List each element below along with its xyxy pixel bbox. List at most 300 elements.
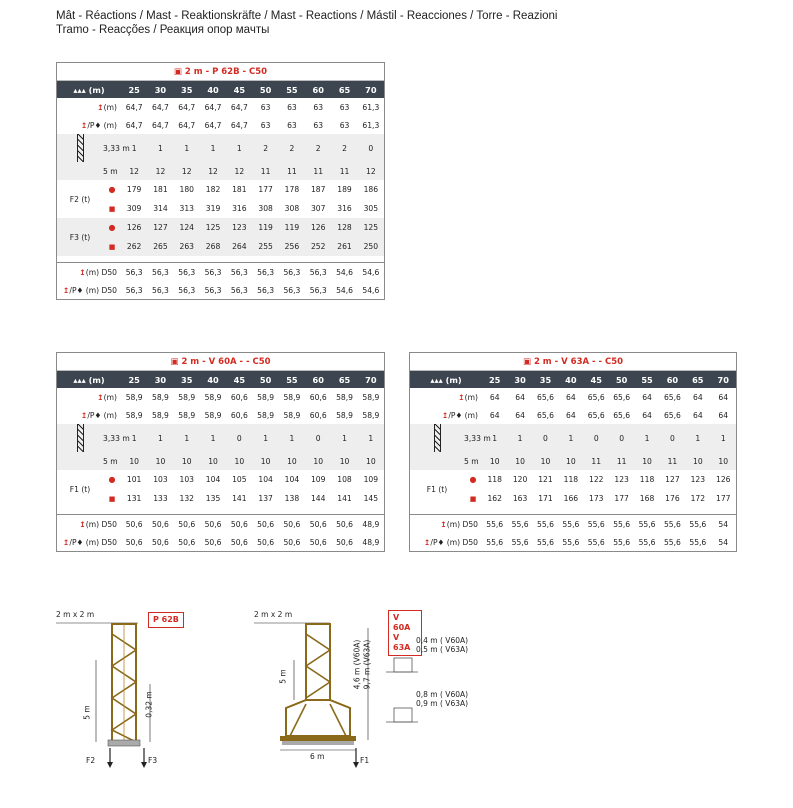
dim-97-label: 9,7 m (V63A): [362, 639, 372, 690]
table-cell: 60,6: [230, 392, 248, 402]
table-cell: 126: [716, 475, 731, 484]
table-cell: 128: [331, 218, 357, 237]
table-cell: 121: [538, 475, 553, 484]
table-cell: 101: [126, 475, 142, 484]
table-cell: 55,6: [537, 519, 554, 529]
table-cell: 50,6: [283, 519, 301, 529]
table-cell: 177: [716, 494, 731, 503]
table-cell: 50,6: [309, 519, 327, 529]
d50-label: (m) D50: [85, 519, 117, 529]
table-cell: 118: [487, 475, 502, 484]
table-cell: 65,6: [537, 410, 554, 420]
table-cell: 54,6: [336, 267, 353, 277]
table-cell: 103: [153, 475, 168, 484]
table-cell: 2: [305, 134, 331, 162]
dim-5m-label: 5 m: [82, 705, 92, 720]
table-cell: 64,7: [151, 102, 169, 112]
column-header: 35: [174, 81, 200, 99]
table-cell: 2: [279, 134, 305, 162]
table-cell: 131: [126, 494, 142, 503]
dim-d2b: 0,9 m ( V63A): [416, 699, 469, 708]
table-cell: 1: [200, 134, 226, 162]
table-cell: 58,9: [362, 410, 380, 420]
table-cell: 10: [174, 452, 200, 470]
row-label: /P♦ (m): [448, 410, 478, 420]
table-cell: 11: [279, 162, 305, 180]
table-cell: 55,6: [663, 537, 681, 547]
table-cell: 0: [584, 424, 609, 452]
column-header: 65: [685, 371, 710, 389]
table-cell: 11: [660, 452, 685, 470]
crane-icon: ▣: [170, 356, 179, 367]
page-header: [56, 9, 558, 37]
table-cell: 50,6: [151, 537, 169, 547]
table-cell: 61,3: [362, 120, 380, 130]
table-cell: 172: [690, 494, 706, 503]
table-cell: 54: [718, 537, 729, 547]
mast-p62b-drawing: [50, 600, 230, 780]
table-cell: 168: [639, 494, 655, 503]
ruler-icon: ▴▴▴: [73, 374, 86, 385]
column-header: 45: [584, 371, 609, 389]
column-header: 55: [634, 371, 659, 389]
table-cell: 64,7: [125, 120, 143, 130]
table-cell: 63: [313, 102, 324, 112]
table-cell: 10: [685, 452, 710, 470]
table-cell: 0: [609, 424, 634, 452]
table-cell: 120: [512, 475, 528, 484]
table-cell: 58,9: [283, 392, 301, 402]
hook-height-icon: ↥: [80, 410, 88, 420]
table-cell: 50,6: [257, 537, 275, 547]
hook-height-icon: ↥: [63, 285, 70, 295]
mast-section-icon: [77, 424, 84, 452]
table-cell: 63: [313, 120, 324, 130]
dim-5m-label: 5 m: [278, 669, 288, 684]
group-label: F1 (t): [426, 484, 448, 494]
table-cell: 10: [279, 452, 305, 470]
column-header: 65: [331, 81, 357, 99]
column-header: 50: [252, 81, 278, 99]
table-cell: 10: [507, 452, 532, 470]
table-cell: 1: [558, 424, 583, 452]
table-cell: 65,6: [663, 410, 681, 420]
table-cell: 64: [566, 410, 576, 420]
table-cell: 308: [258, 204, 273, 213]
column-header: 70: [358, 371, 384, 389]
table-cell: 50,6: [230, 537, 248, 547]
table-cell: 64: [718, 410, 729, 420]
column-header: 35: [533, 371, 558, 389]
tag-v63a: V 63A: [393, 633, 411, 652]
table-cell: 103: [179, 475, 194, 484]
table-cell: 178: [284, 185, 300, 194]
table-cell: 263: [174, 237, 200, 256]
hook-height-icon: ↥: [440, 519, 447, 529]
table-cell: 64: [692, 392, 703, 402]
hook-height-icon: ↥: [97, 102, 104, 112]
table-cell: 56,3: [125, 267, 143, 277]
table-cell: 65,6: [537, 392, 554, 402]
table-cell: 262: [121, 237, 147, 256]
table-cell: 166: [563, 494, 579, 503]
d50-label: /P♦ (m) D50: [430, 537, 478, 547]
table-cell: 132: [179, 494, 194, 503]
table-cell: 63: [287, 120, 297, 130]
table-cell: 1: [174, 424, 200, 452]
table-cell: 177: [258, 185, 273, 194]
column-header: 50: [609, 371, 634, 389]
table-cell: 11: [609, 452, 634, 470]
dim-2x2-label: 2 m x 2 m: [254, 610, 293, 619]
table-cell: 123: [690, 475, 706, 484]
table-cell: 104: [205, 475, 221, 484]
row-label: 5 m: [103, 166, 118, 176]
table-cell: 11: [331, 162, 357, 180]
table-cell: 65,6: [613, 392, 631, 402]
dim-d2a: 0,8 m ( V60A): [416, 690, 469, 699]
table-cell: 64: [692, 410, 703, 420]
table-cell: 64,7: [151, 120, 169, 130]
hook-height-icon: ↥: [441, 410, 449, 420]
table-cell: 56,3: [309, 267, 327, 277]
table-cell: 256: [279, 237, 305, 256]
table-cell: 1: [147, 134, 173, 162]
table-cell: 12: [174, 162, 200, 180]
table-cell: 10: [634, 452, 659, 470]
dot-icon: ●: [108, 475, 116, 484]
figure-v60a-v63a: [250, 600, 480, 780]
group-label: F3 (t): [57, 218, 103, 256]
table-cell: 179: [126, 185, 142, 194]
table-cell: 58,9: [178, 410, 196, 420]
table-cell: 10: [331, 452, 357, 470]
table-cell: 58,9: [125, 392, 143, 402]
table-cell: 314: [153, 204, 168, 213]
table-cell: 60,6: [309, 410, 327, 420]
table-cell: 10: [358, 452, 384, 470]
table-cell: 10: [121, 452, 147, 470]
table-cell: 10: [226, 452, 252, 470]
table-cell: 58,9: [362, 392, 380, 402]
table-cell: 12: [358, 162, 384, 180]
table-cell: 56,3: [230, 285, 248, 295]
reaction-table: [57, 353, 384, 508]
table-cell: 48,9: [362, 519, 380, 529]
table-cell: 104: [258, 475, 273, 484]
table-cell: 119: [279, 218, 305, 237]
table-cell: 108: [337, 475, 352, 484]
table-cell: 313: [179, 204, 194, 213]
table-cell: 319: [205, 204, 221, 213]
table-cell: 50,6: [178, 519, 196, 529]
dot-icon: ●: [108, 185, 116, 194]
table-cell: 11: [584, 452, 609, 470]
column-header: 45: [226, 81, 252, 99]
table-cell: 65,6: [587, 410, 605, 420]
row-label: 3,33 m: [103, 143, 130, 153]
table-cell: 64,7: [204, 102, 222, 112]
table-cell: 252: [305, 237, 331, 256]
table-cell: 10: [305, 452, 331, 470]
table-cell: 55,6: [689, 519, 707, 529]
reaction-table-v60a: [56, 352, 385, 552]
table-cell: 60,6: [230, 410, 248, 420]
row-label: (m): [464, 392, 478, 402]
table-cell: 50,6: [336, 537, 353, 547]
table-cell: 63: [339, 120, 350, 130]
column-header: 60: [305, 81, 331, 99]
table-cell: 56,3: [151, 267, 169, 277]
column-header: 55: [279, 371, 305, 389]
dot-icon: ●: [469, 475, 477, 484]
table-cell: 65,6: [587, 392, 605, 402]
table-cell: 56,3: [204, 267, 222, 277]
table-cell: 50,6: [283, 537, 301, 547]
table-cell: 181: [153, 185, 168, 194]
table-cell: 64,7: [178, 120, 196, 130]
table-cell: 1: [174, 134, 200, 162]
table-cell: 64,7: [230, 120, 248, 130]
table-cell: 58,9: [151, 392, 169, 402]
table-cell: 308: [284, 204, 300, 213]
force-f3-label: F3: [148, 756, 158, 765]
table-cell: 316: [337, 204, 352, 213]
table-cell: 10: [482, 452, 507, 470]
table-cell: 54,6: [362, 267, 380, 277]
dim-46-label: 4,6 m (V60A): [352, 639, 362, 690]
row-label: (m): [103, 102, 117, 112]
table-cell: 1: [634, 424, 659, 452]
square-icon: ■: [469, 494, 477, 503]
table-cell: 125: [358, 218, 384, 237]
table-cell: 145: [363, 494, 379, 503]
column-head-label: (m): [88, 374, 105, 385]
column-header: 25: [121, 81, 147, 99]
table-cell: 1: [685, 424, 710, 452]
table-cell: 50,6: [230, 519, 248, 529]
table-cell: 63: [339, 102, 350, 112]
table-cell: 133: [153, 494, 168, 503]
table-cell: 55,6: [613, 519, 631, 529]
table-cell: 105: [232, 475, 247, 484]
square-icon: ■: [108, 494, 116, 503]
table-cell: 109: [310, 475, 326, 484]
header-line-1: Mât - Réactions / Mast - Reaktionskräfte / Mast - Reactions / Mástil - Reacciones / Torre - Reazioni: [56, 10, 558, 22]
table-cell: 171: [538, 494, 553, 503]
row-label: /P♦ (m): [87, 410, 117, 420]
table-cell: 119: [252, 218, 278, 237]
table-cell: 1: [507, 424, 532, 452]
row-label: 3,33 m: [103, 433, 130, 443]
column-header: 25: [482, 371, 507, 389]
figure-p62b: [50, 600, 230, 780]
table-cell: 56,3: [309, 285, 327, 295]
dim-6m-label: 6 m: [310, 752, 325, 761]
table-cell: 12: [147, 162, 173, 180]
table-cell: 118: [563, 475, 579, 484]
table-cell: 55,6: [562, 537, 580, 547]
table-cell: 55,6: [638, 537, 656, 547]
table-cell: 11: [305, 162, 331, 180]
table-cell: 50,6: [204, 537, 222, 547]
table-cell: 11: [252, 162, 278, 180]
hook-height-icon: ↥: [79, 267, 86, 277]
table-cell: 64: [642, 410, 652, 420]
dim-d1b: 0,5 m ( V63A): [416, 645, 469, 654]
table-cell: 1: [147, 424, 173, 452]
table-cell: 54,6: [362, 285, 380, 295]
table-cell: 1: [252, 424, 278, 452]
table-cell: 56,3: [204, 285, 222, 295]
table-cell: 181: [232, 185, 247, 194]
table-cell: 64: [566, 392, 576, 402]
header-line-2: Tramo - Reacções / Реакция опор мачты: [56, 24, 270, 36]
table-cell: 138: [284, 494, 300, 503]
column-header: 30: [147, 371, 173, 389]
mast-section-icon: [77, 134, 84, 162]
table-cell: 10: [711, 452, 736, 470]
table-cell: 64: [515, 392, 525, 402]
row-label: 5 m: [464, 456, 479, 466]
table-cell: 50,6: [178, 537, 196, 547]
table-cell: 189: [337, 185, 352, 194]
table-cell: 58,9: [204, 392, 222, 402]
dim-032-label: 0,32 m: [144, 691, 154, 718]
table-cell: 182: [205, 185, 221, 194]
table-cell: 64,7: [204, 120, 222, 130]
column-head-label: (m): [445, 374, 462, 385]
column-header: 60: [660, 371, 685, 389]
d50-label: /P♦ (m) D50: [69, 285, 117, 295]
table-cell: 58,9: [336, 410, 353, 420]
column-header: 40: [200, 371, 226, 389]
column-header: 35: [174, 371, 200, 389]
row-label: 5 m: [103, 456, 118, 466]
table-cell: 58,9: [257, 392, 275, 402]
table-cell: 64,7: [125, 102, 143, 112]
table-cell: 305: [363, 204, 379, 213]
table-cell: 55,6: [638, 519, 656, 529]
table-cell: 264: [226, 237, 252, 256]
square-icon: ■: [108, 204, 116, 213]
table-cell: 10: [558, 452, 583, 470]
d50-label: (m) D50: [85, 267, 117, 277]
reaction-table-p62b: [56, 62, 385, 300]
table-cell: 250: [358, 237, 384, 256]
table-cell: 1: [121, 134, 147, 162]
table-cell: 55,6: [486, 519, 504, 529]
table-cell: 64: [642, 392, 652, 402]
ruler-icon: ▴▴▴: [430, 374, 443, 385]
table-cell: 0: [660, 424, 685, 452]
table-cell: 255: [252, 237, 278, 256]
table-cell: 2: [331, 134, 357, 162]
column-header: 70: [358, 81, 384, 99]
row-label: /P♦ (m): [87, 120, 117, 130]
table-cell: 177: [614, 494, 629, 503]
table-cell: 55,6: [613, 537, 631, 547]
mast-section-icon: [434, 424, 441, 452]
table-cell: 58,9: [257, 410, 275, 420]
table-cell: 56,3: [151, 285, 169, 295]
table-cell: 63: [260, 120, 271, 130]
table-cell: 173: [589, 494, 604, 503]
table-cell: 56,3: [178, 267, 196, 277]
table-cell: 261: [331, 237, 357, 256]
column-header: 40: [558, 371, 583, 389]
table-cell: 58,9: [283, 410, 301, 420]
table-cell: 126: [305, 218, 331, 237]
tag-p62b: P 62B: [148, 612, 184, 628]
square-icon: ■: [103, 237, 121, 256]
crane-icon: ▣: [522, 356, 531, 367]
table-cell: 144: [310, 494, 326, 503]
table-cell: 55,6: [486, 537, 504, 547]
table-cell: 141: [337, 494, 352, 503]
group-label: F1 (t): [69, 484, 91, 494]
table-cell: 137: [258, 494, 273, 503]
table-cell: 54,6: [336, 285, 353, 295]
d50-label: /P♦ (m) D50: [69, 537, 117, 547]
hook-height-icon: ↥: [63, 537, 70, 547]
table-cell: 50,6: [125, 537, 143, 547]
table-cell: 55,6: [562, 519, 580, 529]
table-cell: 123: [614, 475, 629, 484]
reaction-table: [410, 353, 736, 508]
table-cell: 64: [489, 410, 500, 420]
d50-table: [57, 514, 384, 551]
table-cell: 55,6: [511, 537, 529, 547]
table-cell: 10: [533, 452, 558, 470]
table-cell: 64: [489, 392, 500, 402]
table-cell: 109: [363, 475, 379, 484]
column-header: 65: [331, 371, 357, 389]
table-cell: 1: [226, 134, 252, 162]
table-cell: 1: [482, 424, 507, 452]
table-cell: 2: [252, 134, 278, 162]
table-cell: 124: [174, 218, 200, 237]
table-cell: 126: [121, 218, 147, 237]
table-cell: 1: [279, 424, 305, 452]
table-cell: 10: [252, 452, 278, 470]
table-title: 2 m - V 63A - - C50: [533, 356, 624, 367]
table-cell: 55,6: [511, 519, 529, 529]
table-cell: 0: [305, 424, 331, 452]
table-title: 2 m - V 60A - - C50: [181, 356, 271, 367]
table-cell: 64,7: [178, 102, 196, 112]
dim-d1a: 0,4 m ( V60A): [416, 636, 469, 645]
table-cell: 127: [665, 475, 680, 484]
table-cell: 65,6: [613, 410, 631, 420]
table-cell: 50,6: [309, 537, 327, 547]
hook-height-icon: ↥: [97, 392, 104, 402]
table-cell: 125: [200, 218, 226, 237]
reaction-table: [57, 63, 384, 256]
column-header: 45: [226, 371, 252, 389]
table-cell: 10: [200, 452, 226, 470]
table-cell: 56,3: [125, 285, 143, 295]
table-cell: 309: [126, 204, 142, 213]
table-cell: 12: [226, 162, 252, 180]
table-cell: 56,3: [257, 267, 275, 277]
table-cell: 64,7: [230, 102, 248, 112]
table-cell: 12: [121, 162, 147, 180]
column-header: 50: [252, 371, 278, 389]
table-cell: 58,9: [204, 410, 222, 420]
table-cell: 12: [200, 162, 226, 180]
table-cell: 56,3: [230, 267, 248, 277]
